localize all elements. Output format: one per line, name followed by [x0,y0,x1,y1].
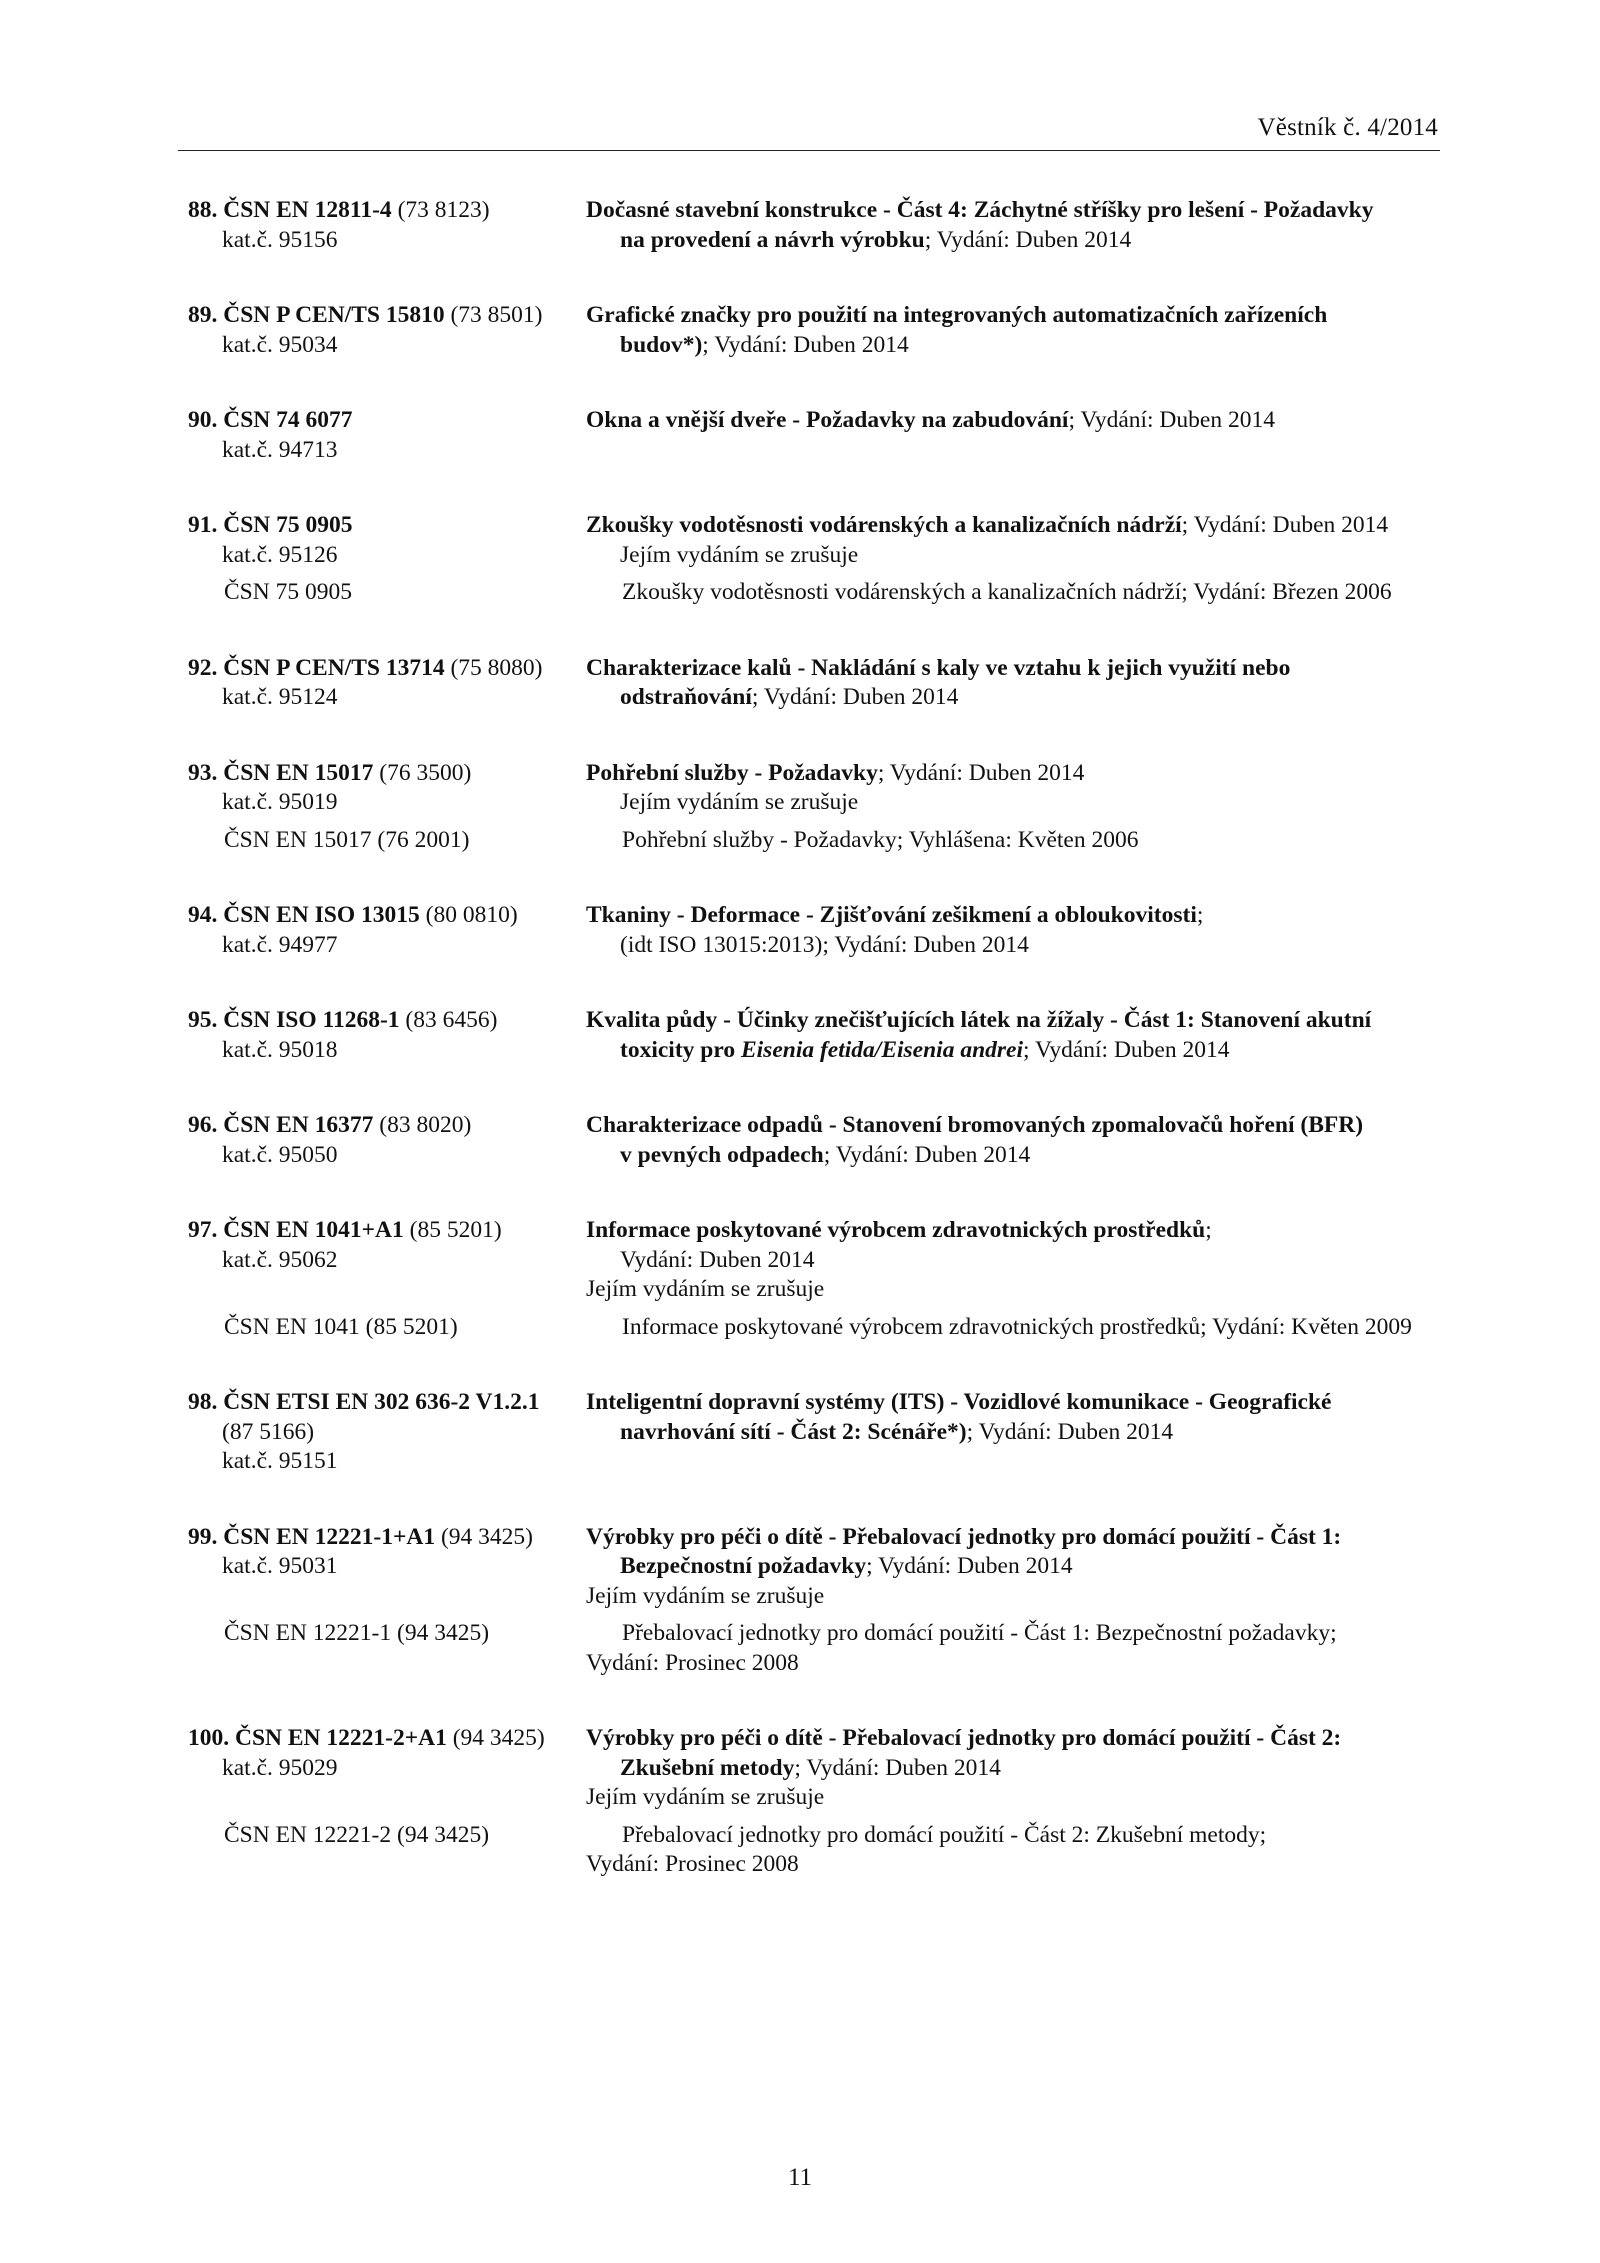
standard-id: ČSN EN 1041+A1 [223,1217,404,1243]
classification-code: (94 3425) [435,1523,534,1550]
standard-entry [188,1724,1448,1880]
catalog-number: kat.č. 95034 [222,331,338,358]
standard-title-cont: Zkušební metody [620,1754,795,1781]
replaced-standard-text: Zkoušky vodotěsnosti vodárenských a kanalizačních nádrží; Vydání: Březen 2006 [622,579,1392,605]
standard-title: Kvalita půdy - Účinky znečišťujících látek na žížaly - Část 1: Stanovení akutní [586,1007,1372,1033]
standard-entry [188,654,1448,713]
entry-number: 98. [188,1389,218,1415]
issue-info: ; Vydání: Duben 2014 [794,1754,1001,1781]
standard-title-cont: navrhování sítí - Část 2: Scénáře*) [620,1418,967,1445]
issue-info: ; [1205,1217,1212,1243]
classification-code: (73 8123) [391,197,490,223]
cancellation-note: Jejím vydáním se zrušuje [586,1784,825,1810]
standard-title-cont: budov*) [620,331,703,358]
catalog-number: kat.č. 95126 [222,541,338,568]
issue-info: ; Vydání: Duben 2014 [866,1553,1073,1579]
catalog-number: kat.č. 95031 [222,1553,338,1579]
standard-id: ČSN ETSI EN 302 636-2 V1.2.1 [223,1389,540,1415]
standard-id: ČSN EN 16377 [223,1112,374,1138]
classification-code: (83 8020) [373,1112,472,1138]
standard-entry [188,1523,1448,1679]
standard-title: Pohřební služby - Požadavky [586,759,878,786]
standard-id: ČSN EN 12221-2+A1 [235,1725,447,1751]
classification-code: (87 5166) [222,1418,315,1445]
standard-id: ČSN EN ISO 13015 [223,902,420,928]
issue-info: ; Vydání: Duben 2014 [823,1141,1031,1168]
standard-title-cont: Bezpečnostní požadavky [620,1553,867,1579]
issue-info: ; Vydání: Duben 2014 [924,226,1132,253]
standard-id: ČSN ISO 11268-1 [223,1007,400,1033]
standard-entry [188,901,1448,960]
standard-entry [188,1216,1448,1342]
classification-code: (83 6456) [399,1007,498,1033]
standard-title-cont: v pevných odpadech [620,1141,824,1168]
issue-info: ; Vydání: Duben 2014 [1068,407,1275,433]
replaced-standard-text: Informace poskytované výrobcem zdravotnických prostředků; Vydání: Květen 2009 [622,1313,1412,1340]
standard-title: Charakterizace kalů - Nakládání s kaly ve vztahu k jejich využití nebo [586,654,1291,681]
replaced-standard-text: Pohřební služby - Požadavky; Vyhlášena: Květen 2006 [622,826,1139,853]
entry-number: 91. [188,512,218,538]
catalog-number: kat.č. 94977 [222,931,338,958]
standard-title: Charakterizace odpadů - Stanovení bromovaných zpomalovačů hoření (BFR) [586,1112,1364,1138]
standard-entry [188,759,1448,856]
standard-title: Inteligentní dopravní systémy (ITS) - Vozidlové komunikace - Geografické [586,1389,1332,1415]
classification-code: (85 5201) [403,1217,502,1243]
catalog-number: kat.č. 95156 [222,226,338,253]
entry-number: 99. [188,1523,218,1550]
entry-number: 97. [188,1217,218,1243]
entry-number: 88. [188,197,218,223]
entry-number: 100. [188,1725,230,1751]
entry-number: 94. [188,902,218,928]
catalog-number: kat.č. 95018 [222,1036,338,1063]
issue-info-extra: Vydání: Duben 2014 [620,1246,815,1273]
standard-title: Výrobky pro péči o dítě - Přebalovací jednotky pro domácí použití - Část 2: [586,1725,1342,1751]
catalog-number: kat.č. 95019 [222,789,338,815]
standard-title: Tkaniny - Deformace - Zjišťování zešikmení a oblоukovitosti [586,902,1197,928]
classification-code: (73 8501) [444,302,543,328]
catalog-number: kat.č. 94713 [222,436,338,463]
catalog-number: kat.č. 95151 [222,1448,338,1474]
species-name: Eisenia fetida/Eisenia andrei [740,1036,1023,1063]
issue-info: ; Vydání: Duben 2014 [1023,1036,1230,1063]
replaced-standard-issue: Vydání: Prosinec 2008 [586,1649,799,1676]
standard-id: ČSN EN 12221-1+A1 [223,1523,436,1550]
replaced-standard-text: Přebalovací jednotky pro domácí použití - Část 2: Zkušební metody; [622,1821,1267,1848]
replaced-standard-id: ČSN EN 1041 (85 5201) [224,1313,458,1340]
replaced-standard-id: ČSN EN 12221-2 (94 3425) [224,1821,490,1848]
issue-info-extra: (idt ISO 13015:2013); Vydání: Duben 2014 [620,931,1029,958]
entry-number: 89. [188,302,218,328]
replaced-standard-text: Přebalovací jednotky pro domácí použití - Část 1: Bezpečnostní požadavky; [622,1620,1337,1646]
entry-number: 95. [188,1007,218,1033]
standard-title: Okna a vnější dveře - Požadavky na zabudování [586,407,1069,433]
page-number: 11 [787,2164,813,2191]
classification-code: (75 8080) [444,654,543,681]
standard-id: ČSN P CEN/TS 13714 [223,654,445,681]
cancellation-note: Jejím vydáním se zrušuje [586,1582,825,1609]
cancellation-note: Jejím vydáním se zrušuje [620,541,859,568]
standard-title-cont: toxicity pro [620,1036,741,1063]
standards-list [188,196,1448,1926]
replaced-standard-id: ČSN EN 12221-1 (94 3425) [224,1620,490,1646]
standard-title-cont: odstraňování [620,684,752,710]
entry-number: 90. [188,407,218,433]
standard-title: Grafické značky pro použití na integrovaných automatizačních zařízeních [586,302,1328,328]
catalog-number: kat.č. 95029 [222,1754,338,1781]
replaced-standard-id: ČSN 75 0905 [224,579,352,605]
cancellation-note: Jejím vydáním se zrušuje [586,1276,825,1302]
standard-entry [188,1006,1448,1065]
standard-entry [188,1388,1448,1477]
standard-entry [188,406,1448,465]
catalog-number: kat.č. 95062 [222,1246,338,1273]
standard-title-cont: na provedení a návrh výrobku [620,226,925,253]
page-header [178,108,1440,151]
replaced-standard-issue: Vydání: Prosinec 2008 [586,1851,799,1877]
standard-title: Informace poskytované výrobcem zdravotnických prostředků [586,1217,1206,1243]
entry-number: 96. [188,1112,218,1138]
entry-number: 92. [188,654,218,681]
replaced-standard-id: ČSN EN 15017 (76 2001) [224,826,470,853]
standard-id: ČSN P CEN/TS 15810 [223,302,445,328]
issue-info: ; Vydání: Duben 2014 [877,759,1085,786]
catalog-number: kat.č. 95050 [222,1141,338,1168]
journal-issue-label: Věstník č. 4/2014 [1257,114,1438,141]
issue-info: ; Vydání: Duben 2014 [702,331,909,358]
standard-id: ČSN EN 15017 [223,759,374,786]
standard-entry [188,196,1448,255]
standard-id: ČSN 75 0905 [223,512,353,538]
standard-entry [188,511,1448,608]
issue-info: ; Vydání: Duben 2014 [966,1418,1174,1445]
classification-code: (80 0810) [419,902,518,928]
standard-title: Výrobky pro péči o dítě - Přebalovací jednotky pro domácí použití - Část 1: [586,1523,1342,1550]
issue-info: ; Vydání: Duben 2014 [1181,512,1389,538]
standard-entry [188,301,1448,360]
catalog-number: kat.č. 95124 [222,684,338,710]
issue-info: ; Vydání: Duben 2014 [751,684,959,710]
standard-id: ČSN 74 6077 [223,407,353,433]
standard-id: ČSN EN 12811-4 [223,197,392,223]
issue-info: ; [1196,902,1204,928]
cancellation-note: Jejím vydáním se zrušuje [620,789,859,815]
classification-code: (94 3425) [446,1725,545,1751]
standard-entry [188,1111,1448,1170]
standard-title: Zkoušky vodotěsnosti vodárenských a kanalizačních nádrží [586,512,1182,538]
entry-number: 93. [188,759,218,786]
standard-title: Dočasné stavební konstrukce - Část 4: Záchytné stříšky pro lešení - Požadavky [586,197,1374,223]
classification-code: (76 3500) [373,759,472,786]
